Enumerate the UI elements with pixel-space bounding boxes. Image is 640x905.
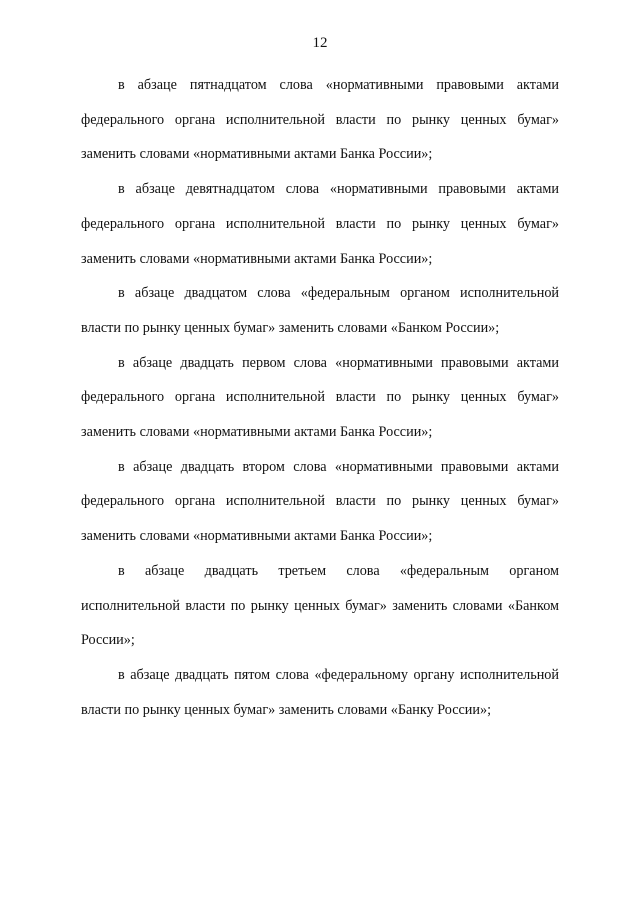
paragraph: в абзаце двадцать третьем слова «федеральным органом исполнительной власти по рынку ценных бумаг» заменить словами «Банком России»; — [81, 562, 559, 649]
document-body — [81, 68, 559, 727]
page-number: 12 — [312, 35, 328, 51]
paragraph: в абзаце двадцатом слова «федеральным органом исполнительной власти по рынку ценных бумаг» заменить словами «Банком России»; — [81, 285, 559, 336]
paragraph: в абзаце двадцать втором слова «нормативными правовыми актами федерального органа исполнительной власти по рынку ценных бумаг» заменить словами «нормативными актами Банка России»; — [81, 458, 559, 545]
paragraph: в абзаце двадцать пятом слова «федеральному органу исполнительной власти по рынку ценных бумаг» заменить словами «Банку России»; — [81, 666, 559, 718]
paragraph: в абзаце двадцать первом слова «нормативными правовыми актами федерального органа исполнительной власти по рынку ценных бумаг» заменить словами «нормативными актами Банка России»; — [81, 354, 559, 441]
paragraph: в абзаце пятнадцатом слова «нормативными правовыми актами федерального органа исполнительной власти по рынку ценных бумаг» заменить словами «нормативными актами Банка России»; — [81, 77, 559, 163]
paragraph: в абзаце девятнадцатом слова «нормативными правовыми актами федерального органа исполнительной власти по рынку ценных бумаг» заменить словами «нормативными актами Банка России»; — [81, 181, 559, 267]
